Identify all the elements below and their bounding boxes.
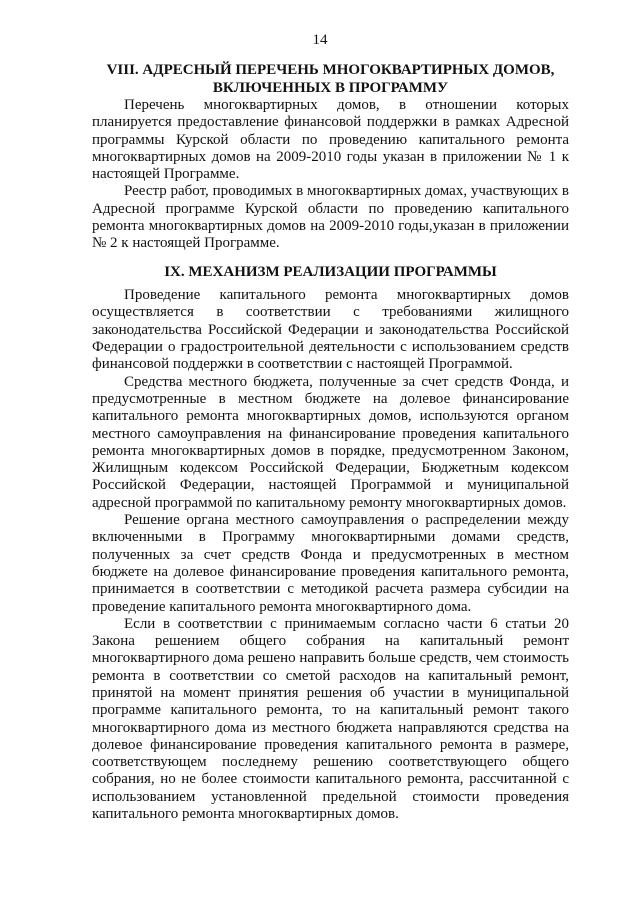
section-9-title: IX. МЕХАНИЗМ РЕАЛИЗАЦИИ ПРОГРАММЫ <box>164 263 497 280</box>
page-content <box>92 62 569 823</box>
section-8-title-line-2: ВКЛЮЧЕННЫХ В ПРОГРАММУ <box>212 79 449 96</box>
section-8-title <box>92 62 569 97</box>
page-number: 14 <box>312 32 328 48</box>
section-9-paragraph-3: Решение органа местного самоуправления о распределении между включенными в Программу многоквартирными домами средств, полученных за счет средств Фонда и предусмотренных в местном бюджете на долевое финансирование проведения капитального ремонта, принимается в соответствии с методикой расчета размера субсидии на проведение капитального ремонта многоквартирного дома. <box>92 512 569 615</box>
section-8-title-line-1: VIII. АДРЕСНЫЙ ПЕРЕЧЕНЬ МНОГОКВАРТИРНЫХ ДОМОВ, <box>106 62 555 78</box>
section-8-paragraph-1: Перечень многоквартирных домов, в отношении которых планируется предоставление финансовой поддержки в рамках Адресной программы Курской области по проведению капитального ремонта многоквартирных домов на 2009-2010 годы указан в приложении № 1 к настоящей Программе. <box>92 97 569 183</box>
section-9-paragraph-1: Проведение капитального ремонта многоквартирных домов осуществляется в соответствии с требованиями жилищного законодательства Российской Федерации и законодательства Российской Федерации о градостроительной деятельности с использованием средств финансовой поддержки в соответствии с настоящей Программой. <box>92 287 569 373</box>
section-spacer <box>92 253 569 264</box>
section-8-paragraph-2: Реестр работ, проводимых в многоквартирных домах, участвующих в Адресной программе Курской области по проведению капитального ремонта многоквартирных домов на 2009-2010 годы,указан в приложении № 2 к настоящей Программе. <box>92 183 569 252</box>
section-9-paragraph-4: Если в соответствии с принимаемым согласно части 6 статьи 20 Закона решением общего собрания на капитальный ремонт многоквартирного дома решено направить больше средств, чем стоимость ремонта в соответствии со сметой расходов на капитальный ремонт, принятой на момент принятия решения об участии в муниципальной программе капитального ремонта, то на капитальный ремонт такого многоквартирного дома из местного бюджета направляются средства на долевое финансирование проведения капитального ремонта в размере, соответствующем последнему решению соответствующего общего собрания, но не более стоимости капитального ремонта, рассчитанной с использованием установленной предельной стоимости проведения капитального ремонта многоквартирных домов. <box>92 615 569 823</box>
section-9-paragraph-2: Средства местного бюджета, полученные за счет средств Фонда, и предусмотренные в местном бюджете на долевое финансирование капитального ремонта многоквартирных домов, используются органом местного самоуправления на финансирование проведения капитального ремонта многоквартирных домов в порядке, предусмотренном Законом, Жилищным кодексом Российской Федерации, Бюджетным кодексом Российской Федерации, настоящей Программой и муниципальной адресной программой по капитальному ремонту многоквартирных домов. <box>92 373 569 511</box>
